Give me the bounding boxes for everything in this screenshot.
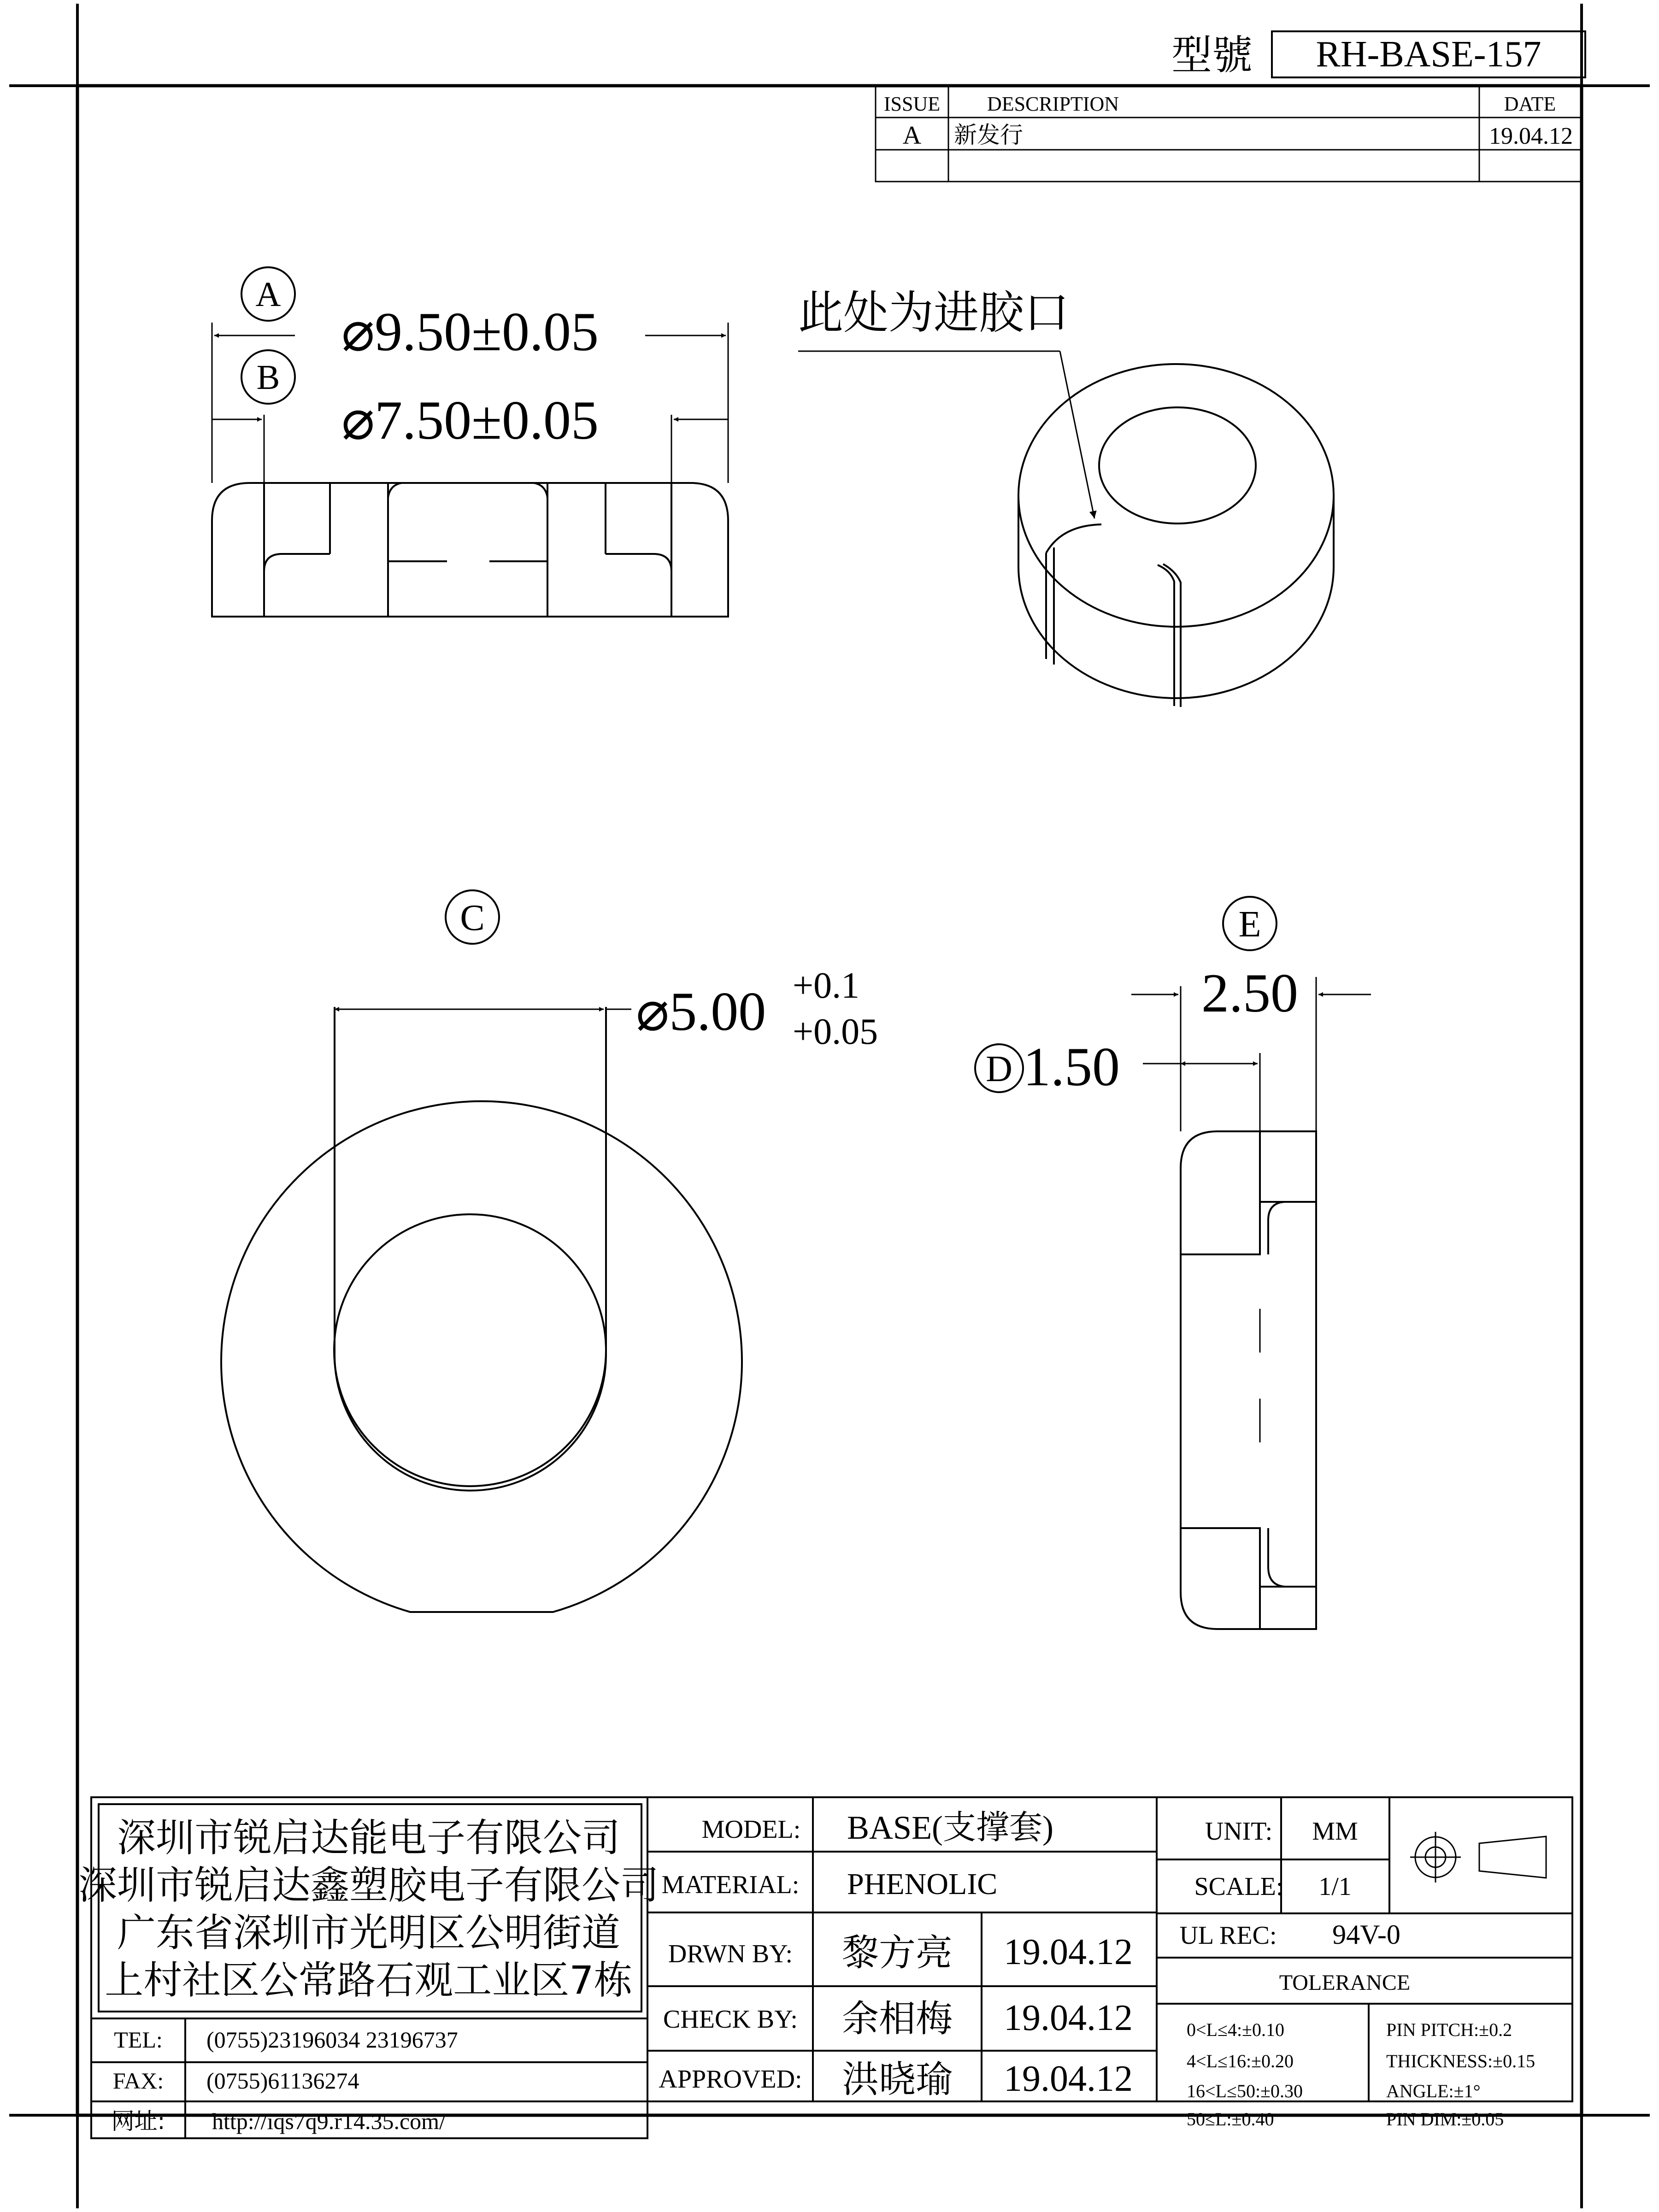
- fax-value: (0755)61136274: [206, 2068, 359, 2094]
- fax-label: FAX:: [112, 2068, 164, 2094]
- side-view: [975, 897, 1371, 1629]
- tolerance-pin-dim: PIN DIM:±0.05: [1386, 2109, 1504, 2130]
- dimension-e: 2.50: [1201, 962, 1298, 1024]
- ul-label: UL REC:: [1179, 1921, 1277, 1950]
- tel-label: TEL:: [114, 2027, 163, 2053]
- web-value[interactable]: http://iqs7q9.r14.35.com/: [212, 2108, 446, 2134]
- label-c: C: [460, 898, 485, 938]
- unit-label: UNIT:: [1205, 1817, 1273, 1846]
- check-date: 19.04.12: [1004, 1998, 1133, 2038]
- ul-value: 94V-0: [1332, 1919, 1400, 1950]
- scale-label: SCALE:: [1194, 1872, 1283, 1901]
- model-number-header: [1171, 31, 1585, 79]
- revision-description: 新发行: [954, 122, 1023, 148]
- top-section-view: [212, 267, 728, 617]
- gate-callout-text: 此处为进胶口: [798, 287, 1070, 339]
- tolerance-range-4: 50≤L:±0.40: [1187, 2109, 1274, 2130]
- drawn-date: 19.04.12: [1004, 1932, 1133, 1972]
- company-line-2: 深圳市锐启达鑫塑胶电子有限公司: [78, 1863, 659, 1908]
- isometric-view: [798, 287, 1334, 707]
- model-number: RH-BASE-157: [1316, 34, 1541, 75]
- approved-by-name: 洪晓瑜: [842, 2058, 953, 2101]
- title-block: [78, 1797, 1572, 2130]
- approved-label: APPROVED:: [659, 2065, 802, 2094]
- tolerance-lower: +0.05: [793, 1012, 878, 1052]
- tel-value: (0755)23196034 23196737: [206, 2027, 458, 2053]
- bore-circle: [334, 1214, 606, 1486]
- dimension-c: ⌀5.00: [636, 981, 766, 1042]
- scale-value: 1/1: [1318, 1872, 1352, 1901]
- label-e: E: [1238, 904, 1261, 945]
- revision-table: [876, 87, 1582, 182]
- revision-header-description: DESCRIPTION: [987, 93, 1119, 115]
- approved-date: 19.04.12: [1004, 2059, 1133, 2099]
- revision-date: 19.04.12: [1489, 123, 1573, 149]
- material-label: MATERIAL:: [661, 1871, 800, 1899]
- revision-issue: A: [902, 121, 922, 150]
- check-by-name: 余相梅: [842, 1997, 953, 2040]
- company-line-4: 上村社区公常路石观工业区7栋: [105, 1958, 633, 2003]
- check-by-label: CHECK BY:: [663, 2005, 798, 2034]
- dimension-b: ⌀7.50±0.05: [341, 389, 599, 451]
- tolerance-range-1: 0<L≤4:±0.10: [1187, 2019, 1285, 2040]
- company-line-1: 深圳市锐启达能电子有限公司: [117, 1815, 621, 1860]
- tolerance-angle: ANGLE:±1°: [1386, 2081, 1481, 2101]
- tolerance-upper: +0.1: [793, 965, 860, 1006]
- label-d: D: [986, 1049, 1012, 1089]
- tolerance-range-3: 16<L≤50:±0.30: [1187, 2081, 1303, 2101]
- dimension-d: 1.50: [1023, 1036, 1120, 1097]
- front-view: [221, 890, 878, 1612]
- tolerance-range-2: 4<L≤16:±0.20: [1187, 2051, 1294, 2071]
- model-label: MODEL:: [701, 1815, 801, 1844]
- company-line-3: 广东省深圳市光明区公明街道: [117, 1910, 621, 1955]
- tolerance-thickness: THICKNESS:±0.15: [1386, 2051, 1535, 2071]
- unit-value: MM: [1312, 1817, 1358, 1846]
- label-a: A: [255, 275, 281, 314]
- dimension-a: ⌀9.50±0.05: [341, 301, 599, 362]
- projection-symbol: [1410, 1832, 1546, 1883]
- drawn-by-label: DRWN BY:: [668, 1940, 793, 1968]
- material-value: PHENOLIC: [847, 1867, 998, 1901]
- tolerance-title: TOLERANCE: [1279, 1971, 1411, 1995]
- tolerance-pin-pitch: PIN PITCH:±0.2: [1386, 2019, 1512, 2040]
- web-label: 网址:: [111, 2108, 165, 2135]
- revision-header-issue: ISSUE: [883, 93, 941, 115]
- label-b: B: [256, 358, 280, 397]
- model-value: BASE(支撑套): [847, 1809, 1053, 1846]
- revision-header-date: DATE: [1504, 93, 1556, 115]
- web-row: [91, 2101, 647, 2138]
- drawn-by-name: 黎方亮: [842, 1931, 953, 1974]
- model-number-label: 型號: [1171, 31, 1253, 79]
